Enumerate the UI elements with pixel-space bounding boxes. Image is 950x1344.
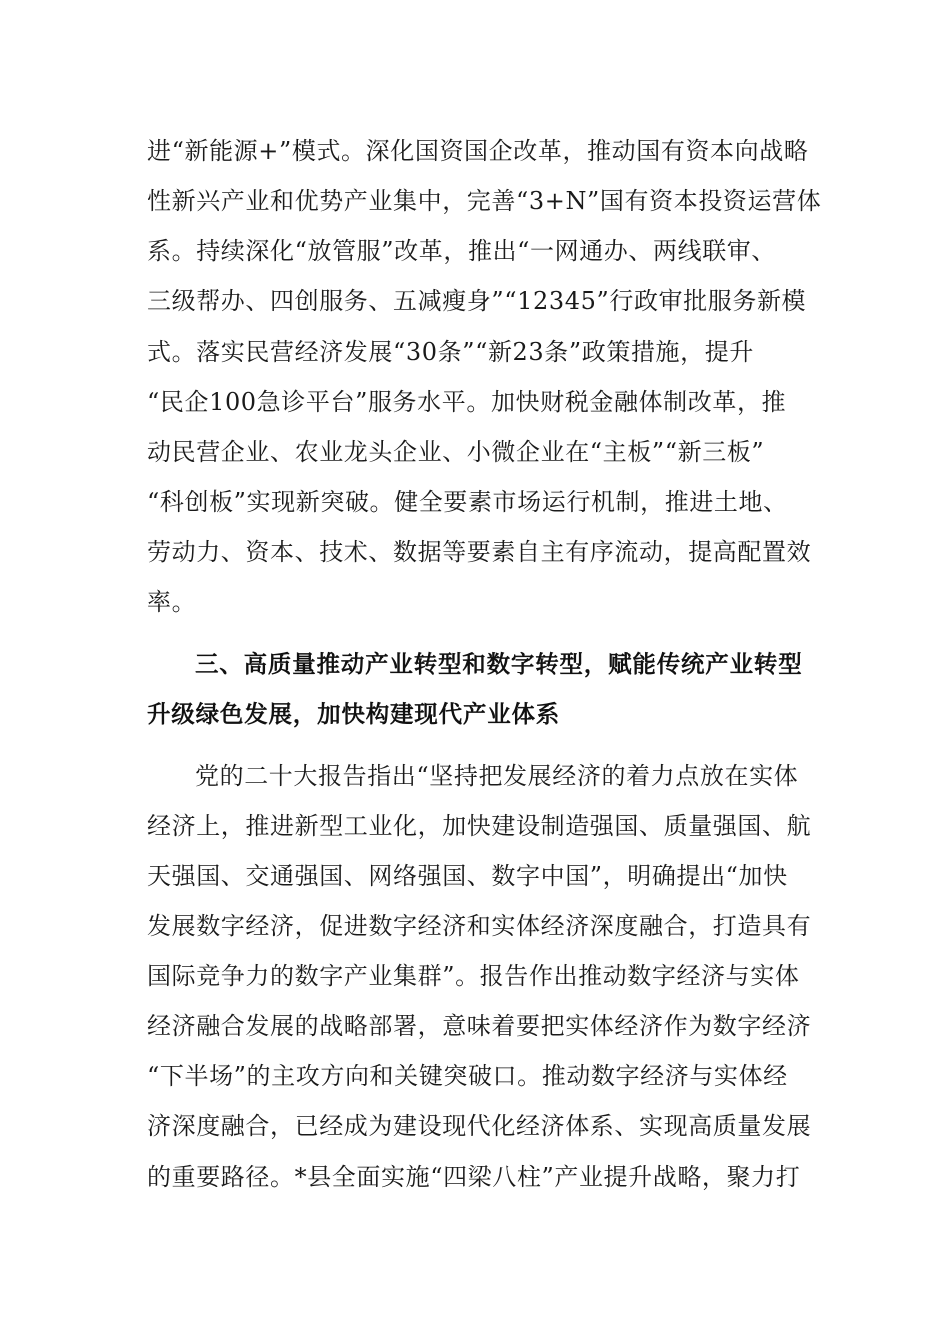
- paragraph-line: 劳动力、资本、技术、数据等要素自主有序流动，提高配置效: [147, 538, 812, 566]
- paragraph-line: 进“新能源+”模式。深化国资国企改革，推动国有资本向战略: [147, 137, 809, 165]
- paragraph-line: 经济融合发展的战略部署，意味着要把实体经济作为数字经济: [147, 1012, 812, 1040]
- paragraph-line: 发展数字经济，促进数字经济和实体经济深度融合，打造具有: [147, 912, 812, 940]
- paragraph-line: 的重要路径。*县全面实施“四梁八柱”产业提升战略，聚力打: [147, 1163, 801, 1191]
- paragraph-line: 性新兴产业和优势产业集中，完善“3+N”国有资本投资运营体: [147, 187, 822, 215]
- paragraph-line: 天强国、交通强国、网络强国、数字中国”，明确提出“加快: [147, 862, 788, 890]
- paragraph-line: 济深度融合，已经成为建设现代化经济体系、实现高质量发展: [147, 1112, 812, 1140]
- paragraph-line: 动民营企业、农业龙头企业、小微企业在“主板”“新三板”: [147, 438, 765, 466]
- paragraph-line: 率。: [147, 588, 197, 616]
- paragraph-line: “民企100急诊平台”服务水平。加快财税金融体制改革，推: [147, 388, 787, 416]
- section-heading: 升级绿色发展，加快构建现代产业体系: [147, 700, 561, 728]
- paragraph-line: 党的二十大报告指出“坚持把发展经济的着力点放在实体: [195, 762, 799, 790]
- section-heading: 三、高质量推动产业转型和数字转型，赋能传统产业转型: [195, 650, 803, 678]
- paragraph-line: 式。落实民营经济发展“30条”“新23条”政策措施，提升: [147, 338, 754, 366]
- paragraph-line: “科创板”实现新突破。健全要素市场运行机制，推进土地、: [147, 488, 788, 516]
- paragraph-line: 经济上，推进新型工业化，加快建设制造强国、质量强国、航: [147, 812, 812, 840]
- paragraph-line: 国际竞争力的数字产业集群”。报告作出推动数字经济与实体: [147, 962, 800, 990]
- paragraph-line: “下半场”的主攻方向和关键突破口。推动数字经济与实体经: [147, 1062, 788, 1090]
- paragraph-line: 系。持续深化“放管服”改革，推出“一网通办、两线联审、: [147, 237, 777, 265]
- paragraph-line: 三级帮办、四创服务、五减瘦身”“12345”行政审批服务新模: [147, 287, 807, 315]
